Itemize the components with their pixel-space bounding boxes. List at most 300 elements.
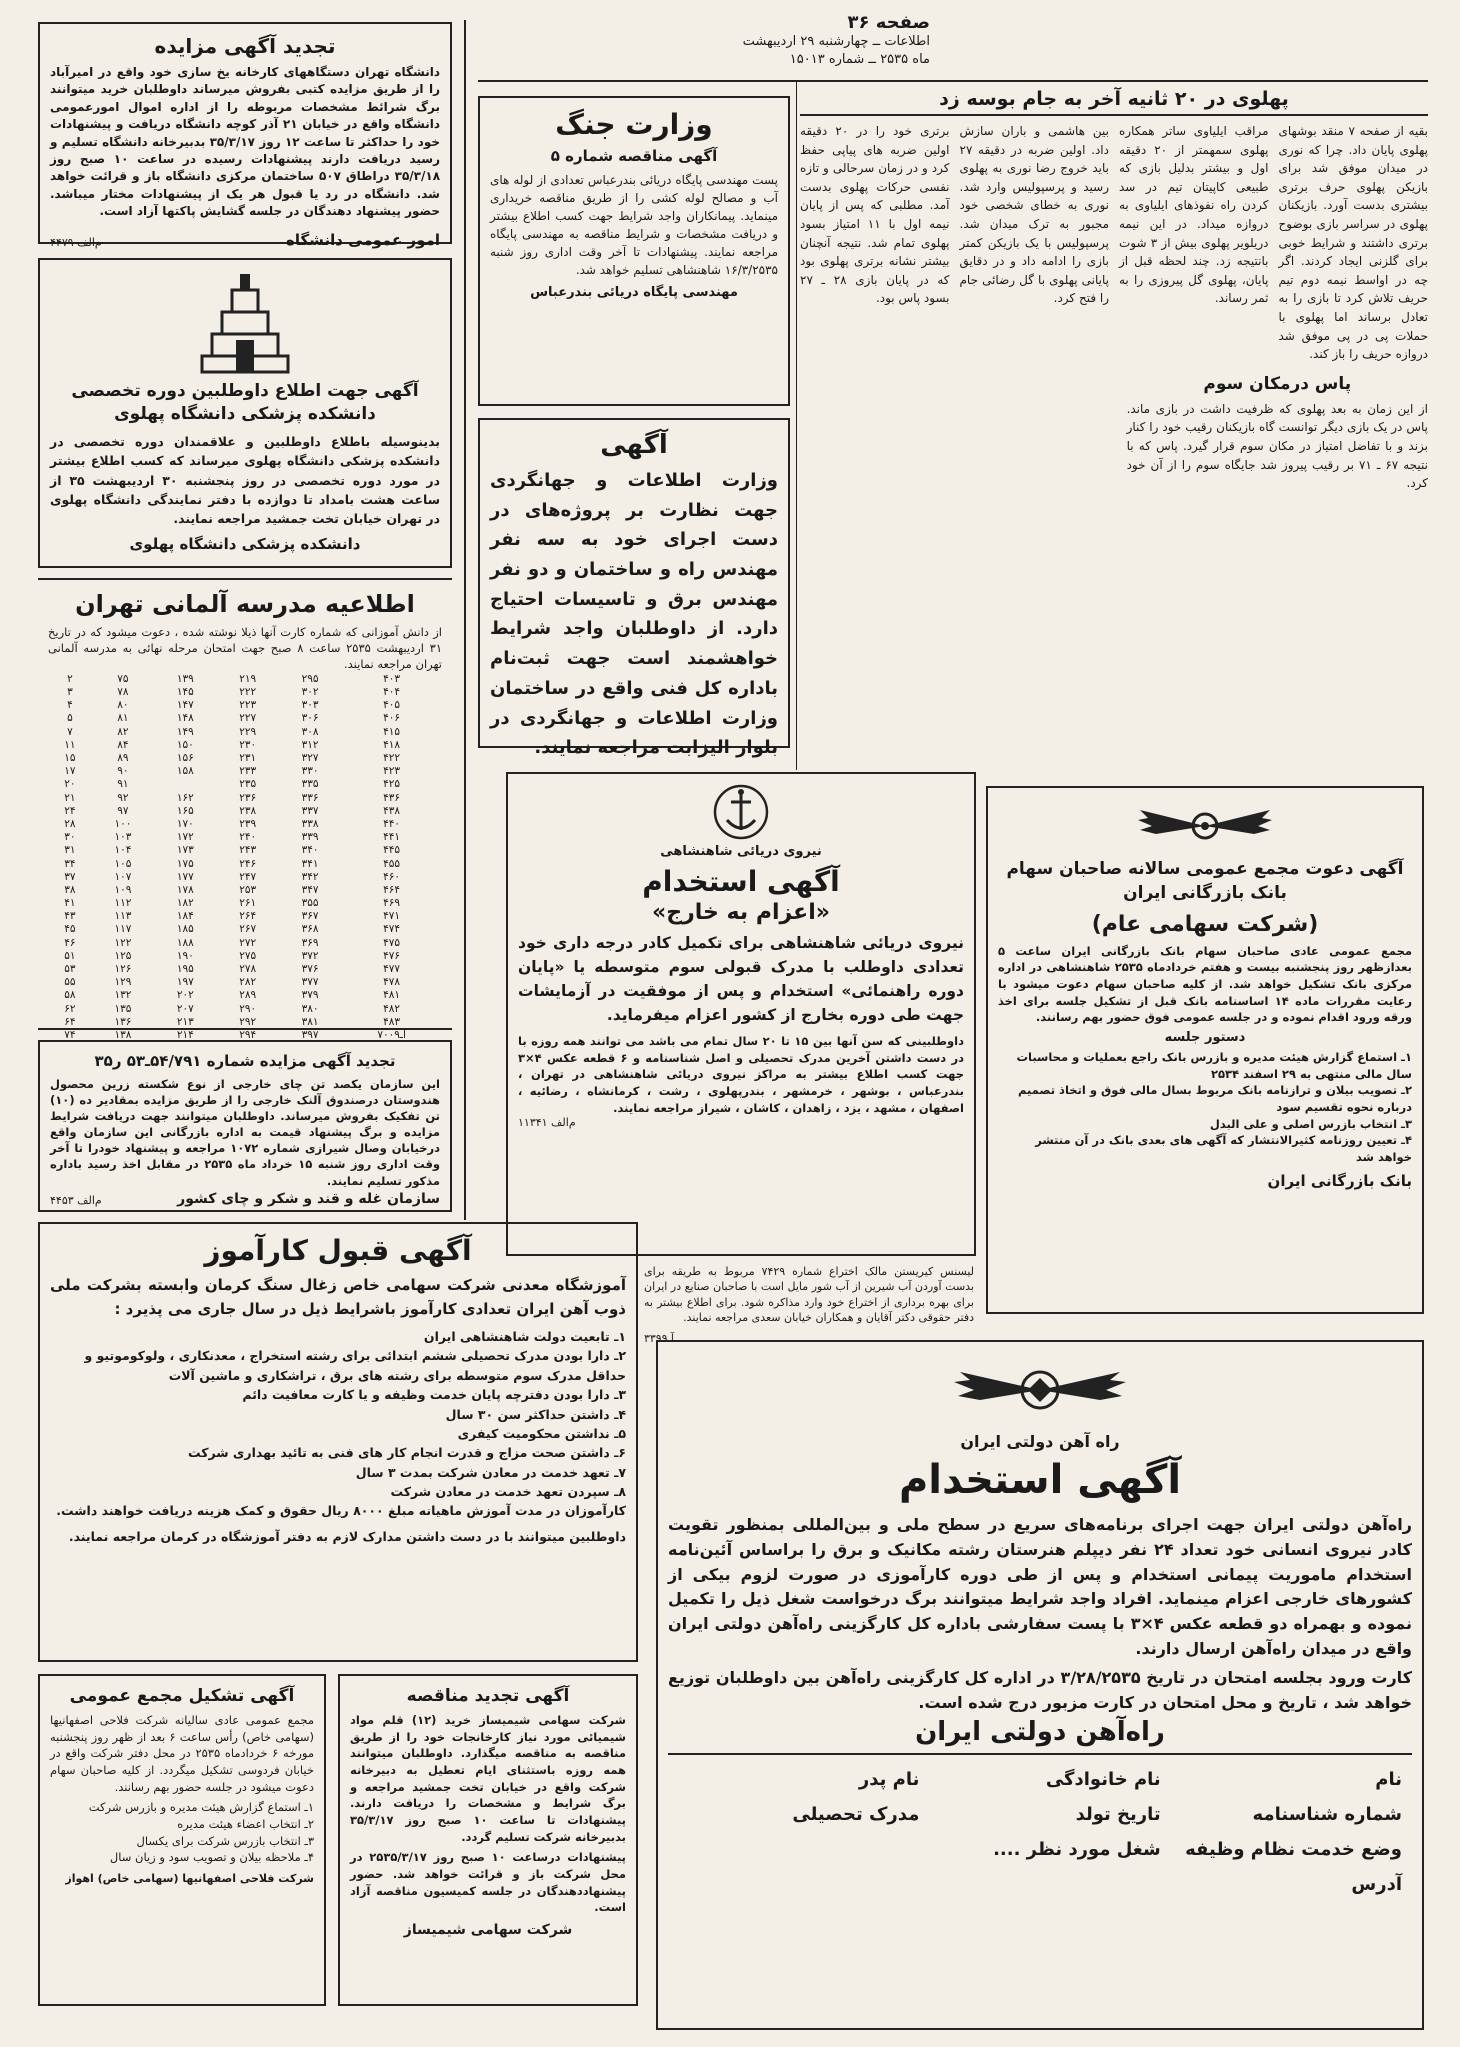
card-number: ۲۱۳	[176, 1015, 194, 1028]
card-number: ۴۸۲	[383, 1002, 401, 1015]
card-number: ۲۲۹	[239, 725, 257, 738]
list-item: ۷ـ تعهد خدمت در معادن شرکت بمدت ۳ سال	[355, 1464, 626, 1480]
issue-date: اطلاعات ــ چهارشنبه ۲۹ اردیبهشت	[742, 34, 930, 49]
number-row	[48, 896, 442, 909]
card-number: ۴۰۶	[383, 712, 401, 725]
card-number: ۲۳۸	[239, 804, 257, 817]
card-number: ۶۴	[64, 1015, 76, 1028]
card-number: ۱۴۹	[176, 725, 194, 738]
form-field-name[interactable]: نام	[1375, 1769, 1402, 1791]
number-row	[48, 685, 442, 698]
card-number: ۳۷۹	[301, 989, 319, 1002]
card-number: ۱۱	[64, 738, 76, 751]
ad-body: داوطلبینی که سن آنها بین ۱۵ تا ۲۰ سال تمام می باشد می توانند همه روزه با در دست داشتن آخرین مدرک تحصیلی و اصل شناسنامه و ۶ قطعه عکس ۴×۳ جهت کسب اطلاع بیشتر به مراکز نیروی دریائی شاهنشاهی در تهران ، بندرعباس ، بوشهر ، خرمشهر ، بندرپهلوی ، رشت ، کرمانشاه ، رضائیه ، اصفهان ، مشهد ، یزد ، زاهدان ، کاشان ، شیراز مراجعه نمایند.	[518, 1034, 964, 1115]
card-number: ۱۹۷	[176, 976, 194, 989]
card-number: ۳۰۸	[301, 725, 319, 738]
card-number: ۳۳۷	[301, 804, 319, 817]
card-number: ۷۵	[117, 672, 129, 685]
notice-body: لیسنس کیریستن مالک اختراع شماره ۷۴۲۹ مربوط به طریقه برای بدست آوردن آب شیرین از آب شور مایل است با صاحبان صنایع در ایران برای بهره برداری از اختراع خود وارد مذاکره شود. برای اطلاع بیشتر به دفتر حقوقی دکتر آقایان و همکاران خیابان سعدی مراجعه نمایند.	[644, 1265, 975, 1325]
ad-title: تجدید آگهی مزایده	[154, 34, 336, 58]
number-row	[48, 778, 442, 791]
card-number: ۱۵۸	[176, 765, 194, 778]
card-number: ۴۴۱	[383, 831, 401, 844]
ad-body: راه‌آهن دولتی ایران جهت اجرای برنامه‌های سریع در سطح ملی و بین‌المللی بمنظور تقویت کادر نیروی انسانی خود تعداد ۲۴ نفر دیپلم هنرستان رشته مکانیک و برق را براساس آئین‌نامه استخدام ماموریت پیمانی استخدام و پس از طی دوره کارآموزی در صورت لزوم بیکی از کشورهای خارجی اعزام مینماید. افراد واجد شرایط میتوانند برگ درخواست شغل ذیل را تکمیل نموده و بهمراه دو قطعه عکس ۴×۳ با پست سفارشی باداره کل کارگزینی راه‌آهن دولتی ایران واقع در میدان راه‌آهن ارسال دارند.	[668, 1515, 1413, 1658]
ad-body: این سازمان یکصد تن چای خارجی از نوع شکسته زرین محصول هندوستان درصندوق آلنک خارجی را از طریق مزایده بمقادیر ده (۱۰) تن تفکیک بفروش میرساند. داوطلبان میتوانند جهت دریافت شرایط مزایده و برگ پیشنهاد قیمت به اداره بازرگانی این سازمان واقع درخیابان وصال شیرازی شماره ۱۰۷۲ مراجعه و پیشنهاد خودرا تا آخر وقت اداری روز شنبه ۱۵ خرداد ماه ۲۵۳۵ در مقابل اخذ رسید باداره مذکور تسلیم نمایند.	[50, 1077, 441, 1188]
card-number: ۱۹۵	[176, 963, 194, 975]
number-row	[48, 791, 442, 804]
card-number: ۴۷۱	[383, 910, 401, 923]
list-item: ۳ـ انتخاب بازرس اصلی و علی البدل	[1209, 1116, 1412, 1131]
card-number: ۴۱۸	[383, 738, 401, 751]
number-row	[48, 857, 442, 870]
card-number: ۹۱	[117, 778, 129, 791]
ad-closing: داوطلبین میتوانند با در دست داشتن مدارک لازم به دفتر آموزشگاه در کرمان مراجعه نمایند.	[68, 1528, 626, 1544]
card-number: ۲۷۵	[239, 949, 257, 962]
card-number: ۴۱	[64, 897, 76, 910]
card-number: ۳۱	[64, 844, 76, 857]
ad-lead: نیروی دریائی شاهنشاهی برای تکمیل کادر درجه داری خود تعدادی داوطلب با مدرک قبولی سوم متوسطه یا «پایان دوره راهنمائی» استخدام و پس از موفقیت در آزمایشات جهت طی دوره بخارج از کشور اعزام میفرماید.	[518, 934, 964, 1025]
card-number: ۲۶۱	[239, 897, 257, 910]
student-card-numbers	[48, 672, 442, 1041]
card-number: ۸۹	[117, 752, 129, 764]
notice-code: آ‌ـ۳۳۹۹	[644, 1331, 674, 1345]
form-field-education[interactable]: مدرک تحصیلی	[792, 1804, 920, 1826]
card-number: ۳۴۲	[301, 870, 319, 883]
card-number: ۱۶۵	[176, 804, 194, 817]
ad-code: م‌الف ۴۴۵۳	[50, 1193, 102, 1207]
form-field-family[interactable]: نام خانوادگی	[1045, 1769, 1161, 1791]
card-number: ۱۰۳	[114, 831, 132, 844]
ad-body: مجمع عمومی عادی صاحبان سهام بانک بازرگانی ایران ساعت ۵ بعدازظهر روز پنجشنبه بیست و هفتم خردادماه ۲۵۳۵ شاهنشاهی در اداره مرکزی بانک تشکیل خواهد شد. از کلیه صاحبان سهام دعوت میشود با رعایت مقررات ماده ۱۴ اساسنامه بانک قبل از تشکیل جلسه برای اخذ ورقه ورود اقدام نموده و در جلسه عمومی فوق حضور بهم رسانند.	[998, 943, 1412, 1025]
card-number: ۹۰	[117, 765, 129, 778]
list-item: ۳ـ دارا بودن دفترچه پایان خدمت وظیفه و یا کارت معافیت دائم	[242, 1387, 626, 1403]
agenda-title: دستور جلسه	[1164, 1029, 1246, 1045]
ad-subtitle: «اعزام به خارج»	[652, 900, 830, 925]
list-item: ۴ـ ملاحظه بیلان و تصویب سود و زیان سال	[109, 1850, 314, 1865]
card-number: ۲۴۷	[239, 870, 257, 883]
card-number: ۳۴۱	[301, 857, 319, 870]
card-number: ۲۳۵	[239, 778, 257, 791]
card-number: ۳۶۸	[301, 923, 319, 936]
card-number: ۴۶	[64, 936, 76, 949]
ad-title: آگهی تجدید مناقصه	[406, 1686, 570, 1706]
bank-assembly-ad	[986, 786, 1424, 1314]
card-number: ۴۳۸	[383, 804, 401, 817]
bank-wings-emblem	[1130, 796, 1280, 856]
card-number: ۴۷۴	[383, 923, 401, 936]
card-number: ۱۹۰	[176, 949, 194, 962]
ad-code: م‌الف ۱۱۳۴۱	[518, 1116, 576, 1130]
number-row	[48, 751, 442, 764]
card-number: ۱۲۶	[114, 963, 132, 975]
card-number: ۱۵۰	[176, 738, 194, 751]
card-number: ۱۶۲	[176, 791, 194, 804]
card-number: ۲۹۴	[239, 1028, 257, 1041]
requirements-list	[50, 1327, 626, 1521]
card-number: ۷۴	[64, 1028, 76, 1041]
card-number: ۱۲۵	[114, 949, 132, 962]
ad-body: دانشگاه تهران دستگاههای کارخانه یخ سازی خود واقع در امیرآباد را از طریق مزایده کتبی بفروش میرساند داوطلبان خرید میتوانند برگ شرائط مشخصات مربوطه را از اداره اموال امورعمومی دانشگاه واقع در خیابان ۲۱ آذر کوچه دانشگاه دریافت و پیشنهادات خود را حداکثر تا ساعت ۱۲ روز ۳۵/۳/۱۷ بدبیرخانه دانشگاه تسلیم و رسید دریافت دارند پیشنهادات رسیده در ساعت ۱۰ صبح روز ۳۵/۳/۱۸ دراطاق ۵۰۷ ساختمان مرکزی دانشگاه باز و قرائت خواهد شد. دانشگاه در رد یا قبول هر یک از پیشنهادات مختار میباشد. حضور پیشنهاد دهندگان در جلسه گشایش پاکتها آزاد است.	[50, 65, 441, 219]
card-number: ۲۳۶	[239, 791, 257, 804]
card-number: ۲۲۳	[239, 699, 257, 712]
card-number: ۱۱۲	[114, 897, 132, 910]
card-number: ۲۹۰	[239, 1002, 257, 1015]
number-row	[48, 910, 442, 923]
card-number: ۴۸۳	[383, 1015, 401, 1028]
form-field-desired-job[interactable]: شغل مورد نظر ....	[993, 1839, 1161, 1861]
ad-code: م‌الف ۴۴۷۹	[50, 235, 102, 249]
card-number: ۴۲۵	[383, 778, 401, 791]
card-number: ۱۷۵	[176, 857, 194, 870]
org-name: نیروی دریائی شاهنشاهی	[660, 844, 822, 859]
card-number: ۳۳۸	[301, 817, 319, 830]
list-item: ۴ـ تعیین روزنامه کثیرالانتشار که آگهی های بعدی بانک در آن منتشر خواهد شد	[1035, 1133, 1412, 1164]
form-field-military[interactable]: وضع خدمت نظام وظیفه	[1185, 1839, 1402, 1861]
card-number: ۴۶۰	[383, 870, 401, 883]
card-number: ۱۲۹	[114, 976, 132, 989]
card-number: ۴۰۴	[383, 686, 401, 699]
card-number: ۷۸	[117, 686, 129, 699]
card-number: ۲۸۲	[239, 976, 257, 989]
card-number: ۵۳	[64, 963, 76, 975]
column-divider	[464, 20, 466, 1220]
ad-subtitle: آگهی مناقصه شماره ۵	[550, 147, 718, 165]
card-number: ۲۶۷	[239, 923, 257, 936]
card-number: ۲۹۲	[239, 1015, 257, 1028]
card-number: ۳۰۲	[301, 686, 319, 699]
card-number: ۴۲۲	[383, 752, 401, 764]
card-number: ۱۰۴	[114, 844, 132, 857]
card-number: ۱۳۲	[114, 989, 132, 1002]
ad-signature: دانشکده پزشکی دانشگاه پهلوی	[129, 534, 361, 553]
form-field-father[interactable]: نام پدر	[858, 1769, 920, 1791]
ad-subtitle: آموزشگاه معدنی شرکت سهامی خاص زغال سنگ کرمان وابسته بشرکت ملی ذوب آهن ایران تعدادی کارآموز باشرایط ذیل در سال جاری می پذیرد :	[50, 1276, 626, 1318]
card-number: ۱۵۶	[176, 752, 194, 764]
war-ministry-ad	[478, 96, 790, 406]
card-number: ۹۷	[117, 804, 129, 817]
card-number: ۲۷۲	[239, 936, 257, 949]
page-header	[730, 12, 930, 72]
card-number: ۱۱۷	[114, 923, 132, 936]
card-number: ۸۰	[117, 699, 129, 712]
card-number: ۳۷۷	[301, 976, 319, 989]
card-number: ۱۰۹	[114, 883, 132, 896]
card-number: ۲۰۲	[176, 989, 194, 1002]
list-item: کارآموزان در مدت آموزش ماهیانه مبلغ ۸۰۰۰ ریال حقوق و کمک هزینه دریافت خواهند داشت.	[56, 1503, 626, 1519]
ministry-information-ad	[478, 418, 790, 759]
railway-winged-emblem	[940, 1350, 1140, 1430]
card-number: ۱۷۳	[176, 844, 194, 857]
card-number: ۴۳۶	[383, 791, 401, 804]
navy-employment-ad	[506, 772, 976, 1256]
card-number: ۳۴۰	[301, 844, 319, 857]
ad-signature: امور عمومی دانشگاه	[285, 230, 440, 249]
card-number: ۵	[67, 712, 73, 725]
card-number: ۳۷	[64, 870, 76, 883]
number-row	[48, 738, 442, 751]
card-number: ۲۳۰	[239, 738, 257, 751]
card-number: ۴۷۵	[383, 936, 401, 949]
application-form	[668, 1769, 1412, 1895]
card-number: ۱۰۰	[114, 817, 132, 830]
card-number: ۲۳۱	[239, 752, 257, 764]
list-item: ۱ـ استماع گزارش هیئت مدیره و بازرس شرکت	[88, 1800, 314, 1815]
card-number: ۴۷۸	[383, 976, 401, 989]
ad-signature: بانک بازرگانی ایران	[1267, 1171, 1412, 1190]
number-row	[48, 672, 442, 685]
card-number: ۱۳۶	[114, 1015, 132, 1028]
card-number: ۱۸۸	[176, 936, 194, 949]
card-number: ۱۲۲	[114, 936, 132, 949]
card-number: ۴۷۷	[383, 963, 401, 975]
sports-article	[800, 86, 1428, 776]
card-number: ۴۵۵	[383, 857, 401, 870]
list-item: ۸ـ سپردن تعهد خدمت در معادن شرکت	[390, 1484, 626, 1499]
card-number: ۵۱	[64, 949, 76, 962]
card-number: ۳۵۵	[301, 897, 319, 910]
number-row	[48, 962, 442, 975]
list-item: ۱ـ استماع گزارش هیئت مدیره و بازرس بانک راجع بعملیات و محاسبات سال مالی منتهی به ۲۹ اسفند ۲۵۳۴	[1016, 1049, 1412, 1081]
header-rule	[478, 80, 1428, 82]
agenda-list	[50, 1799, 314, 1866]
railway-employment-ad	[656, 1340, 1424, 2030]
ad-title: آگهی استخدام	[898, 1457, 1182, 1503]
list-item: ۲ـ انتخاب اعضاء هیئت مدیره	[177, 1817, 314, 1832]
ad-title: وزارت جنگ	[555, 108, 713, 141]
ad-signature: مهندسی پایگاه دریائی بندرعباس	[530, 285, 738, 300]
form-field-birth-date[interactable]: تاریخ تولد	[1075, 1804, 1161, 1826]
list-item: ۳ـ انتخاب بازرس شرکت برای یکسال	[136, 1833, 314, 1848]
card-number: ۱۷	[64, 765, 76, 778]
card-number: ۳۷۲	[301, 949, 319, 962]
card-number: ۲۰۷	[176, 1002, 194, 1015]
number-row	[48, 831, 442, 844]
card-number: ۲۹۵	[301, 672, 319, 685]
ad-signature: شرکت فلاحی اصفهانیها (سهامی خاص) اهواز	[65, 1872, 314, 1886]
card-number	[154, 778, 216, 791]
card-number: ۴۷۶	[383, 949, 401, 962]
number-row	[48, 765, 442, 778]
card-number: ۳۳۰	[301, 765, 319, 778]
issue-number: ماه ۲۵۳۵ ــ شماره ۱۵۰۱۳	[789, 51, 930, 67]
ad-signature: سازمان غله و قند و شکر و چای کشور	[177, 1190, 440, 1207]
ad-title: تجدید آگهی مزایده شماره ۵۴/۷۹۱ـ۵۳ ر۳۵	[94, 1052, 396, 1070]
card-number: ۷	[67, 725, 73, 738]
card-number: ۸۴	[117, 738, 129, 751]
card-number: ۲	[67, 672, 73, 685]
agenda-list	[998, 1049, 1412, 1166]
card-number: ۲۸	[64, 817, 76, 830]
card-number: ۳	[67, 686, 73, 699]
ad-title: آگهی تشکیل مجمع عمومی	[69, 1686, 295, 1706]
ad-body: بدینوسیله باطلاع داوطلبین و علاقمندان دوره تخصصی در دانشکده پزشکی دانشگاه پهلوی میرساند که کسب اطلاع بیشتر در مورد دوره تخصصی در روز پنجشنبه ۳۰ اردیبهشت ۳۵ از ساعت هشت بامداد تا دوازده با دفتر نمایندگی دانشگاه پهلوی در تهران خیابان تخت جمشید مراجعه نمایند.	[50, 433, 440, 527]
column-divider	[796, 80, 797, 770]
card-number: ۲۳۹	[239, 817, 257, 830]
card-number: ۱۸۵	[176, 923, 194, 936]
card-number: ۲۵۳	[239, 883, 257, 896]
tea-auction-ad	[38, 1040, 452, 1212]
card-number: ۲۶۴	[239, 910, 257, 923]
card-number: ۴۱۵	[383, 725, 401, 738]
card-number: ۳۰۶	[301, 712, 319, 725]
ad-signature: راه‌آهن دولتی ایران	[668, 1717, 1412, 1755]
card-number: ۹۲	[117, 791, 129, 804]
card-number: ۲۴	[64, 804, 76, 817]
card-number: ۳۳۶	[301, 791, 319, 804]
article-column: برتری خود را در ۲۰ دقیقه اولین ضربه های پیاپی حفظ کرد و در زمان سرحالی و تازه نفسی حرکات پهلوی بدست آمد. مطلبی که پس از پایان نیمه اول با ۱۱ امتیاز بسود پهلوی تمام شد. نتیجه آنچنان بیشتر نشانه برتری پهلوی بود که در پایان بازی ۲۸ ـ ۲۷ بسود پاس بود.	[800, 124, 950, 306]
number-row	[48, 844, 442, 857]
card-number: ۳۴	[64, 857, 76, 870]
ad-body: مجمع عمومی عادی سالیانه شرکت فلاحی اصفهانیها (سهامی خاص) رأس ساعت ۶ بعد از ظهر روز پنجشنبه مورخه ۶ خردادماه ۲۵۳۵ در محل دفتر شرکت واقع در خیابان فردوسی تشکیل میگردد. از کلیه صاحبان سهام دعوت میشود در جلسه حضور بهم رسانند.	[50, 1713, 314, 1794]
card-number: ۳۸۱	[301, 1015, 319, 1028]
number-row	[48, 712, 442, 725]
org-name: راه آهن دولتی ایران	[960, 1432, 1120, 1451]
german-school-notice	[38, 578, 452, 1041]
ad-title: آگهی	[600, 430, 668, 460]
medical-school-ad	[38, 258, 452, 568]
ad-closing: پیشنهادات درساعت ۱۰ صبح روز ۲۵۳۵/۳/۱۷ در محل شرکت باز و قرائت خواهد شد. حضور پیشنهاددهندگان در جلسه کمیسیون مناقصه آزاد است.	[350, 1850, 627, 1915]
card-number: ۲۴۶	[239, 857, 257, 870]
number-row	[48, 817, 442, 830]
card-number: ۳۷۶	[301, 963, 319, 975]
notice-intro: از دانش آموزانی که شماره کارت آنها ذیلا نوشته شده ، دعوت میشود که در تاریخ ۳۱ اردیبهشت ۲۵۳۵ ساعت ۸ صبح جهت امتحان مرحله نهائی به مدرسه آلمانی تهران مراجعه نمایند.	[48, 625, 442, 672]
ad-title: آگهی جهت اطلاع داوطلبین دوره تخصصی دانشکده پزشکی دانشگاه پهلوی	[71, 381, 419, 424]
card-number: ۲۴۳	[239, 844, 257, 857]
card-number: ۸۱	[117, 712, 129, 725]
ad-title: آگهی دعوت مجمع عمومی سالانه صاحبان سهام بانک بازرگانی ایران	[1006, 859, 1404, 903]
notice-title: اطلاعیه مدرسه آلمانی تهران	[75, 590, 415, 618]
number-row	[48, 725, 442, 738]
card-number: ۴۸۱	[383, 989, 401, 1002]
card-number: ۴۶۹	[383, 897, 401, 910]
card-number: ۳۳۹	[301, 831, 319, 844]
list-item: ۶ـ داشتن صحت مزاج و قدرت انجام کار های فنی به تائید بهداری شرکت	[188, 1445, 626, 1461]
card-number: ۱۴۸	[176, 712, 194, 725]
list-item: ۴ـ داشتن حداکثر سن ۳۰ سال	[445, 1406, 626, 1422]
card-number: ۱۴۵	[176, 686, 194, 699]
card-number: ۴	[67, 699, 73, 712]
form-field-address[interactable]: آدرس	[1351, 1874, 1402, 1896]
list-item: ۵ـ نداشتن محکومیت کیفری	[457, 1425, 626, 1441]
card-number: آ‌ـ‌۷۰۰۹	[377, 1028, 406, 1041]
card-number: ۲۱۴	[176, 1028, 194, 1041]
card-number: ۱۱۳	[114, 910, 132, 923]
university-auction-ad	[38, 22, 452, 249]
list-item: ۲ـ تصویب بیلان و ترازنامه بانک مربوط بسال مالی فوق و اتخاذ تصمیم درباره نحوه تقسیم سود	[1017, 1083, 1412, 1114]
card-number: ۳۳۵	[301, 778, 319, 791]
card-number: ۳۰۳	[301, 699, 319, 712]
card-number: ۳۴۷	[301, 883, 319, 896]
card-number: ۳۸۰	[301, 1002, 319, 1015]
card-number: ۴۴۰	[383, 817, 401, 830]
number-row	[48, 949, 442, 962]
article-title: پهلوی در ۲۰ ثانیه آخر به جام بوسه زد	[800, 88, 1428, 116]
card-number: ۱۴۷	[176, 699, 194, 712]
card-number: ۳۸	[64, 883, 76, 896]
card-number: ۵۸	[64, 989, 76, 1002]
ad-body: وزارت اطلاعات و جهانگردی جهت نظارت بر پروژه‌های در دست اجرای خود به سه نفر مهندس راه و ساختمان و دو نفر مهندس برق و تاسیسات احتیاج دارد. از داوطلبان واجد شرایط خواهشمند است جهت ثبت‌نام باداره کل فنی واقع در ساختمان وزارت اطلاعات و جهانگردی در بلوار الیزابت مراجعه نمایند.	[490, 470, 778, 759]
card-number: ۱۳۵	[114, 1002, 132, 1015]
card-number: ۱۳۸	[114, 1028, 132, 1041]
number-row	[48, 936, 442, 949]
ad-body: شرکت سهامی شیمیساز خرید (۱۲) قلم مواد شیمیائی مورد نیاز کارخانجات خود را از طریق مناقصه به مناقصه میگذارد. داوطلبان میتوانند همه روزه باستثنای ایام تعطیل به دبیرخانه شرکت واقع در خیابان تخت جمشید مراجعه و برگ شرایط و مشخصات را دریافت دارند. پیشنهادات تا ساعت ۱۰ صبح روز ۳۵/۳/۱۷ بدبیرخانه شرکت تسلیم گردد.	[350, 1713, 626, 1844]
card-number: ۵۵	[64, 976, 76, 989]
card-number: ۴۳	[64, 910, 76, 923]
card-number: ۱۷۷	[176, 870, 194, 883]
card-number: ۴۰۵	[383, 699, 401, 712]
subsection-title: پاس درمکان سوم	[1203, 373, 1352, 394]
number-row	[48, 883, 442, 896]
card-number: ۶۲	[64, 1002, 76, 1015]
university-building-emblem	[180, 268, 310, 378]
card-number: ۱۵	[64, 752, 76, 764]
page-label: صفحه ۳۶	[847, 12, 930, 33]
number-row	[48, 1015, 442, 1028]
list-item: ۱ـ تابعیت دولت شاهنشاهی ایران	[423, 1329, 626, 1344]
card-number: ۲۳۳	[239, 765, 257, 778]
article-column: مراقب ایلیاوی ساتر همکاره پهلوی سمهمتر از ۲۰ دقیقه اول و بیشتر بدلیل بازی که طبیعی کاپیتان تیم در سد کردن راه نفوذهای ایلیاوی به دروازه میداد. در این نیمه دریلویر پهلوی بیش از ۳ شوت بانتیجه زد. چند لحظه قبل از پایان، پهلوی گل پیروزی را به ثمر رساند.	[1119, 124, 1269, 306]
card-number: ۳۲۷	[301, 752, 319, 764]
card-number: ۳۹۷	[301, 1028, 319, 1041]
list-item: ۲ـ دارا بودن مدرک تحصیلی ششم ابتدائی برای رشته استخراج ، معدنکاری ، ولوکوموتیو و حداقل مدرک سوم متوسطه برای رشته های برق ، تراشکاری و ماشین آلات	[84, 1348, 626, 1383]
card-number: ۴۵	[64, 923, 76, 936]
card-number: ۴۴۵	[383, 844, 401, 857]
ad-subtitle: (شرکت سهامی عام)	[1091, 911, 1319, 937]
number-row	[48, 1002, 442, 1015]
form-field-id-number[interactable]: شماره شناسنامه	[1252, 1804, 1402, 1826]
number-row	[48, 976, 442, 989]
article-column: بین هاشمی و باران سازش داد. اولین ضربه در دقیقه ۲۷ باید خروج رضا نوری به پهلوی رسید و پرسپولیس وارد شد. نوری به خطای شخصی خود مجبور به ترک میدان شد. پرسپولیس با یک بازیکن کمتر بازی را ادامه داد و در دقایق پایانی پهلوی با گل رضائی جام را فتح کرد.	[959, 124, 1109, 306]
ad-signature: شرکت سهامی شیمیساز	[403, 1922, 573, 1939]
card-number: ۳۰	[64, 831, 76, 844]
card-number: ۲۲۷	[239, 712, 257, 725]
card-number: ۱۰۵	[114, 857, 132, 870]
card-number: ۲۰	[64, 778, 76, 791]
card-number: ۳۱۲	[301, 738, 319, 751]
card-number: ۴۲۳	[383, 765, 401, 778]
general-assembly-ad	[38, 1674, 326, 2006]
anchor-crown-emblem	[711, 782, 771, 842]
card-number: ۱۷۲	[176, 831, 194, 844]
card-number: ۴۰۳	[383, 672, 401, 685]
card-number: ۱۷۸	[176, 883, 194, 896]
ad-body-2: کارت ورود بجلسه امتحان در تاریخ ۳/۲۸/۲۵۳۵ در اداره کل کارگزینی راه‌آهن بین داوطلبان توزیع خواهد شد ، تاریخ و محل امتحان در کارت مزبور درج شده است.	[668, 1667, 1412, 1712]
tender-renewal-ad	[338, 1674, 638, 2006]
subsection-body: از این زمان به بعد پهلوی که ظرفیت داشت در بازی ماند. پاس در یک بازی دیگر توانست گاه بازیکنان رقیب خود را کنار بزند و با تفاضل امتیاز در مکان سوم قرار گیرد. پاس که با نتیجه ۶۷ ـ ۷۱ بر رقیب پیروز شد جایگاه سوم را از آن خود کرد.	[1126, 401, 1429, 491]
apprentice-ad	[38, 1222, 638, 1662]
card-number: ۱۸۲	[176, 897, 194, 910]
card-number: ۳۶۹	[301, 936, 319, 949]
card-number: ۱۰۷	[114, 870, 132, 883]
card-number: ۲۸۹	[239, 989, 257, 1002]
ad-title: آگهی استخدام	[642, 865, 840, 898]
card-number: ۱۳۹	[176, 672, 194, 685]
ad-body: پست مهندسی پایگاه دریائی بندرعباس تعدادی از لوله های آب و مصالح لوله کشی را از طریق مناقصه خریداری مینماید. پیمانکاران واجد شرایط جهت کسب اطلاع بیشتر و دریافت مشخصات و شرایط مناقصه به مهندسی پایگاه مراجعه نمایند. پیشنهادات تا آخر وقت اداری روز شنبه ۱۶/۳/۲۵۳۵ شاهنشاهی تسلیم خواهد شد.	[490, 173, 778, 277]
number-row	[48, 989, 442, 1002]
card-number: ۲۱	[64, 791, 76, 804]
card-number: ۴۶۴	[383, 883, 401, 896]
card-number: ۲۷۸	[239, 963, 257, 975]
article-column: بقیه از صفحه ۷ منقد بوشهای پهلوی پایان داد. چرا که نوری در میدان موفق شد برای بازیکن پهلوی حرف برتری بیشتری بدست آورد. بازیکنان پهلوی در سراسر بازی بوضوح برتری داشتند و شرایط خوبی برای گلزنی ایجاد کردند. اگر چه در اواسط نیمه دوم تیم حریف تلاش کرد تا بازی را به تعادل برساند اما پهلوی با حملات پی در پی موفق شد دروازه حریف را باز کند.	[1278, 124, 1428, 362]
card-number: ۳۶۷	[301, 910, 319, 923]
card-number: ۸۲	[117, 725, 129, 738]
card-number: ۲۱۹	[239, 672, 257, 685]
card-number: ۱۷۰	[176, 817, 194, 830]
number-row	[48, 923, 442, 936]
number-row	[48, 870, 442, 883]
number-row	[48, 699, 442, 712]
card-number: ۲۲۲	[239, 686, 257, 699]
